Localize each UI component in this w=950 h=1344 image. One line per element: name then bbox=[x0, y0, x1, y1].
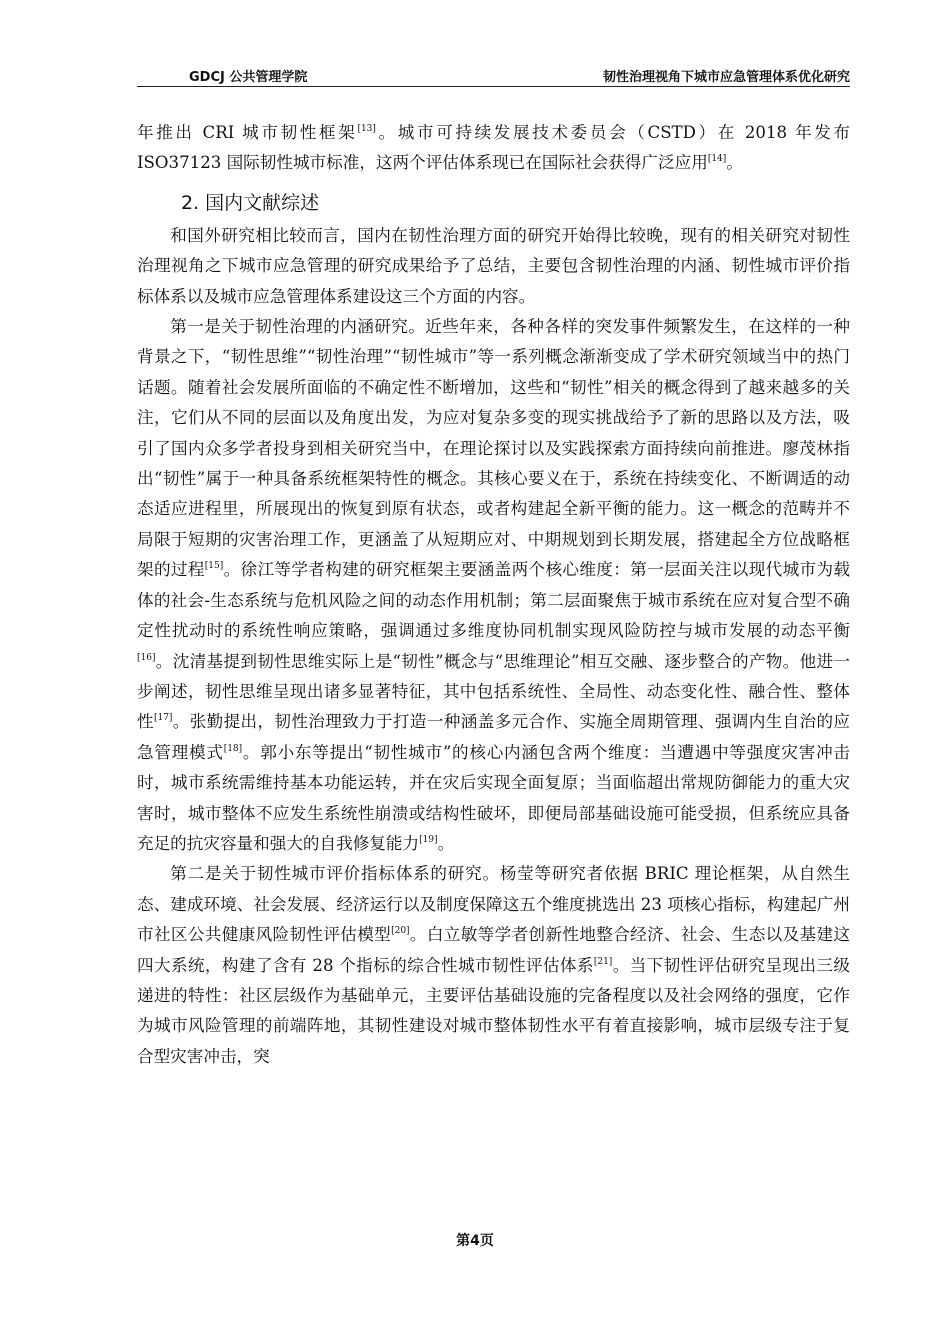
citation: [20] bbox=[391, 926, 410, 937]
page-number: 第4页 bbox=[456, 1233, 494, 1249]
paragraph-continuation bbox=[137, 118, 850, 179]
citation: [18] bbox=[223, 743, 243, 754]
body-text bbox=[137, 118, 850, 1072]
text-run: 。白立敏等学者创新性地整合经济、社会、生态以及基建这四大系统，构建了含有 28 个指标的综合性城市韧性评估体系 bbox=[137, 925, 851, 975]
citation: [21] bbox=[593, 956, 613, 967]
paragraph-indicators bbox=[137, 859, 850, 1072]
text-run: 。沈清基提到韧性思维实际上是“韧性”概念与“思维理论”相互交融、逐步整合的产物。他进一步阐述，韧性思维呈现出诸多显著特征，其中包括系统性、全局性、动态变化性、融合性、整体性 bbox=[137, 651, 850, 732]
text-run: 年推出 CRI 城市韧性框架 bbox=[137, 123, 358, 142]
citation: [14] bbox=[707, 154, 727, 165]
text-run: 。城市可持续发展技术委员会（CSTD）在 2018 年发布 ISO37123 国际韧性城市标准，这两个评估体系现已在国际社会获得广泛应用 bbox=[137, 123, 851, 173]
text-run: 。 bbox=[726, 153, 743, 173]
citation: [17] bbox=[153, 713, 173, 724]
text-run: 。徐江等学者构建的研究框架主要涵盖两个核心维度：第一层面关注以现代城市为载体的社会-生态系统与危机风险之间的动态作用机制；第二层面聚焦于城市系统在应对复合型不确定性扰动时的系统性响应策略，强调通过多维度协同机制实现风险防控与城市发展的动态平衡 bbox=[137, 560, 851, 641]
text-run: 第二是关于韧性城市评价指标体系的研究。杨莹等研究者依据 BRIC 理论框架，从自然生态、建成环境、社会发展、经济运行以及制度保障这五个维度挑选出 23 项核心指标，构建起广州市社区公共健康风险韧性评估模型 bbox=[137, 864, 850, 945]
page-header bbox=[137, 64, 850, 87]
text-run: 。当下韧性评估研究呈现出三级递进的特性：社区层级作为基础单元，主要评估基础设施的完备程度以及社会网络的强度，它作为城市风险管理的前端阵地，其韧性建设对城市整体韧性水平有着直接影响，城市层级专注于复合型灾害冲击，突 bbox=[137, 955, 850, 1066]
citation: [13] bbox=[357, 124, 376, 134]
paragraph-intro: 和国外研究相比较而言，国内在韧性治理方面的研究开始得比较晚，现有的相关研究对韧性治理视角之下城市应急管理的研究成果给予了总结，主要包含韧性治理的内涵、韧性城市评价指标体系以及城市应急管理体系建设这三个方面的内容。 bbox=[137, 225, 850, 306]
paragraph-connotation bbox=[137, 312, 850, 859]
text-run: 。张勤提出，韧性治理致力于打造一种涵盖多元合作、实施全周期管理、强调内生自治的应急管理模式 bbox=[137, 712, 851, 762]
section-heading: 2. 国内文献综述 bbox=[181, 191, 320, 214]
citation: [19] bbox=[419, 834, 438, 845]
header-right-text: 韧性治理视角下城市应急管理体系优化研究 bbox=[602, 70, 850, 85]
text-run: 。郭小东等提出“韧性城市”的核心内涵包含两个维度：当遭遇中等强度灾害冲击时，城市系统需维持基本功能运转，并在灾后实现全面复原；当面临超出常规防御能力的重大灾害时，城市整体不应发生系统性崩溃或结构性破坏，即便局部基础设施可能受损，但系统应具备充足的抗灾容量和强大的自我修复能力 bbox=[137, 742, 851, 853]
text-run: 第一是关于韧性治理的内涵研究。近些年来，各种各样的突发事件频繁发生，在这样的一种背景之下，“韧性思维”“韧性治理”“韧性城市”等一系列概念渐渐变成了学术研究领域当中的热门话题。随着社会发展所面临的不确定性不断增加，这些和“韧性”相关的概念得到了越来越多的关注，它们从不同的层面以及角度出发，为应对复杂多变的现实挑战给予了新的思路以及方法，吸引了国内众多学者投身到相关研究当中，在理论探讨以及实践探索方面持续向前推进。廖茂林指出“韧性”属于一种具备系统框架特性的概念。其核心要义在于，系统在持续变化、不断调适的动态适应进程里，所展现出的恢复到原有状态，或者构建起全新平衡的能力。这一概念的范畴并不局限于短期的灾害治理工作，更涵盖了从短期应对、中期规划到长期发展，搭建起全方位战略框架的过程 bbox=[137, 317, 850, 580]
citation: [15] bbox=[204, 561, 224, 572]
citation: [16] bbox=[137, 652, 156, 663]
header-left-text: GDCJ 公共管理学院 bbox=[189, 70, 308, 85]
text-run: 。 bbox=[437, 833, 455, 853]
